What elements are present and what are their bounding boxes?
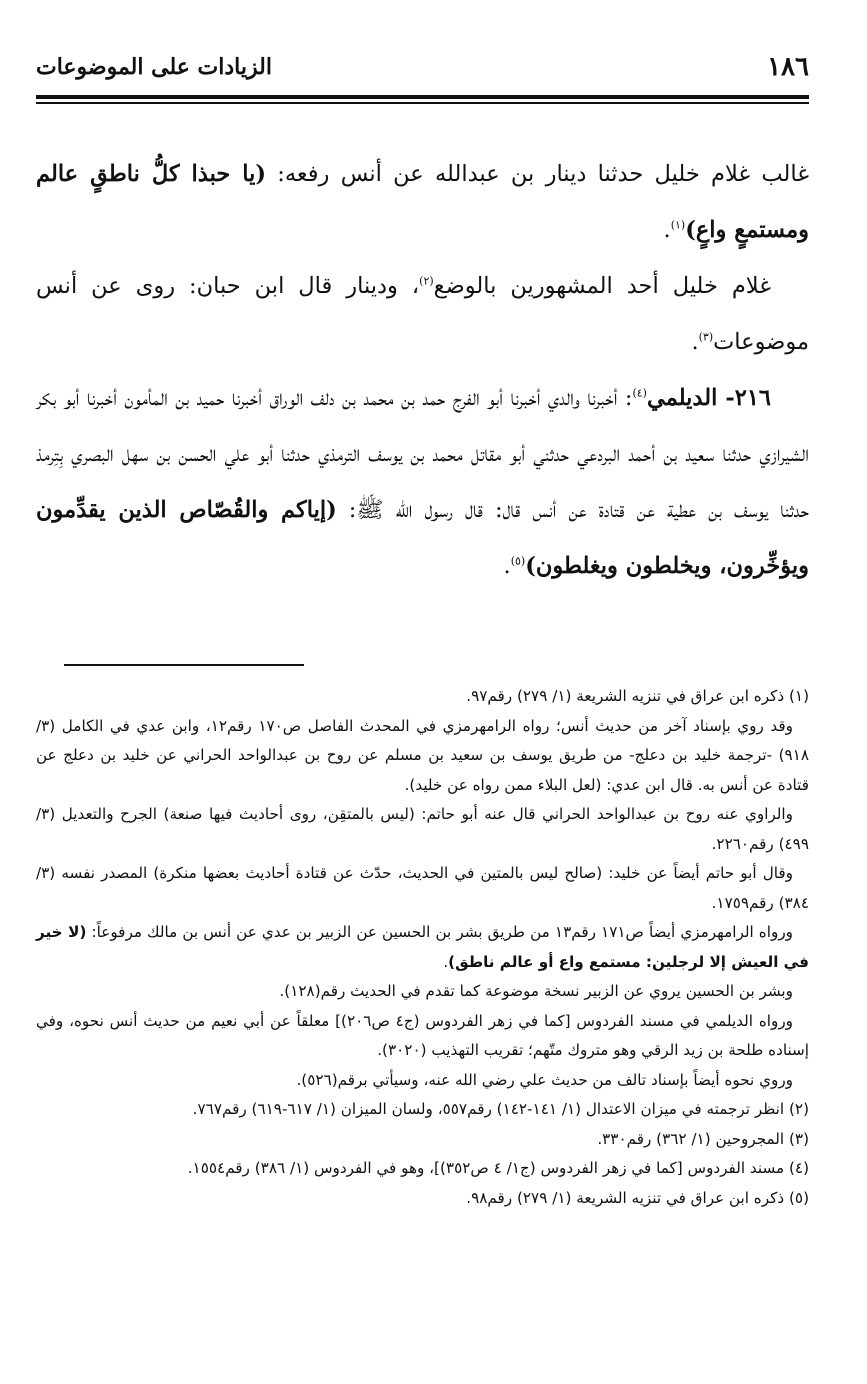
footnote-1-para: والراوي عنه روح بن عبدالواحد الحراني قال عنه أبو حاتم: (ليس بالمتقِن، روى أحاديث فيها صنعة) الجرح والتعديل (٣/ ٤٩٩) رقم٢٢٦٠. xyxy=(36,805,809,853)
footnote-text: ورواه الرامهرمزي أيضاً ص١٧١ رقم١٣ من طريق بشر بن الحسين عن الزبير بن عدي عن أنس بن مالك مرفوعاً: xyxy=(86,923,793,941)
footnote-1-para: وقد روي بإسناد آخر من حديث أنس؛ رواه الرامهرمزي في المحدث الفاصل ص١٧٠ رقم١٢، وابن عدي في الكامل (٣/ ٩١٨) -ترجمة خليد بن دعلج- من طريق يوسف بن سعيد بن مسلم عن روح بن عبدالواحد الحراني عن خليد بن دعلج عن قتادة عن أنس به. قال ابن عدي: (لعل البلاء ممن رواه عن خليد). xyxy=(36,716,809,794)
punctuation: . xyxy=(663,217,671,243)
footnote-1: (١) ذكره ابن عراق في تنزيه الشريعة (١/ ٢٧٩) رقم٩٧. xyxy=(466,687,809,705)
footnote-1-para: وقال أبو حاتم أيضاً عن خليد: (صالح ليس بالمتين في الحديث، حدّث عن قتادة أحاديث بعضها منكرة) المصدر نفسه (٣/ ٣٨٤) رقم١٧٥٩. xyxy=(36,864,809,912)
footnote-hadith: (لا خير في العيش إلا لرجلين: مستمع واع أو عالم ناطق) xyxy=(36,923,809,971)
paragraph-hadith-216 xyxy=(36,370,809,594)
paragraph-text: غالب غلام خليل حدثنا دينار بن عبدالله عن أنس رفعه: xyxy=(266,161,809,187)
footnote-ref[interactable]: (٤) xyxy=(632,386,647,400)
punctuation: . xyxy=(503,553,511,579)
footnote-2: (٢) انظر ترجمته في ميزان الاعتدال (١/ ١٤١-١٤٢) رقم٥٥٧، ولسان الميزان (١/ ٦١٧-٦١٩) رقم٧٦٧. xyxy=(192,1100,809,1118)
footnote-1-para: ورواه الديلمي في مسند الفردوس [كما في زهر الفردوس (ج٤ ص٢٠٦)] معلقاً عن أبي نعيم من حديث أنس نحوه، وفي إسناده طلحة بن زيد الرقي وهو متروك متّهم؛ تقريب التهذيب (٣٠٢٠). xyxy=(36,1011,809,1059)
paragraph-hadith-215 xyxy=(36,146,809,258)
footnote-3: (٣) المجروحين (١/ ٣٦٢) رقم٣٣٠. xyxy=(597,1129,809,1148)
footnote-separator xyxy=(64,664,304,666)
header-rule-thin xyxy=(36,102,809,104)
hadith-text: (إياكم والقُصّاص الذين يقدِّمون ويؤخِّرون، ويخلطون ويغلطون) xyxy=(36,497,809,579)
page-header xyxy=(36,50,809,90)
paragraph-text: غلام خليل أحد المشهورين بالوضع xyxy=(433,273,771,299)
paragraph-text: : أخبرنا والدي أخبرنا أبو الفرج حمد بن محمد بن دلف الوراق أخبرنا حميد بن المأمون أخبرنا أبو بكر الشيرازي حدثنا سعيد بن أحمد البردعي حدثني أبو مقاتل محمد بن يوسف الترمذي حدثنا أبو علي الحسن بن سهل البصري بِتِرمذ حدثنا يوسف بن عطية عن قتادة عن أنس قال: قال رسول الله ﷺ: xyxy=(36,385,809,523)
entry-number: ٢١٦- الديلمي xyxy=(646,385,772,411)
hadith-text: (يا حبذا كلُّ ناطقٍ عالم ومستمعٍ واعٍ) xyxy=(36,161,809,243)
footnote-4: (٤) مسند الفردوس [كما في زهر الفردوس (ج١/ ٤ ص٣٥٢)]، وهو في الفردوس (١/ ٣٨٦) رقم١٥٥٤. xyxy=(187,1159,809,1177)
main-text xyxy=(36,146,809,594)
paragraph-text: ، ودينار قال ابن حبان: روى عن أنس موضوعات xyxy=(36,273,809,355)
footnote-ref[interactable]: (٣) xyxy=(698,330,714,344)
running-title: الزيادات على الموضوعات xyxy=(36,54,272,80)
paragraph-comment xyxy=(36,258,809,370)
header-rule-thick xyxy=(36,95,809,99)
footnote-5: (٥) ذكره ابن عراق في تنزيه الشريعة (١/ ٢٧٩) رقم٩٨. xyxy=(466,1188,809,1207)
punctuation: . xyxy=(691,329,699,355)
footnote-1-para xyxy=(36,918,809,977)
footnote-1-para: وروي نحوه أيضاً بإسناد تالف من حديث علي رضي الله عنه، وسيأتي برقم(٥٢٦). xyxy=(296,1070,793,1089)
footnotes xyxy=(36,682,809,1213)
footnote-ref[interactable]: (١) xyxy=(670,218,686,232)
footnote-1-para: وبشر بن الحسين يروي عن الزبير نسخة موضوعة كما تقدم في الحديث رقم(١٢٨). xyxy=(279,982,793,1000)
footnote-ref[interactable]: (٥) xyxy=(510,554,526,568)
page-number: ١٨٦ xyxy=(767,52,809,82)
punctuation: . xyxy=(443,952,449,971)
footnote-ref[interactable]: (٢) xyxy=(419,274,434,288)
